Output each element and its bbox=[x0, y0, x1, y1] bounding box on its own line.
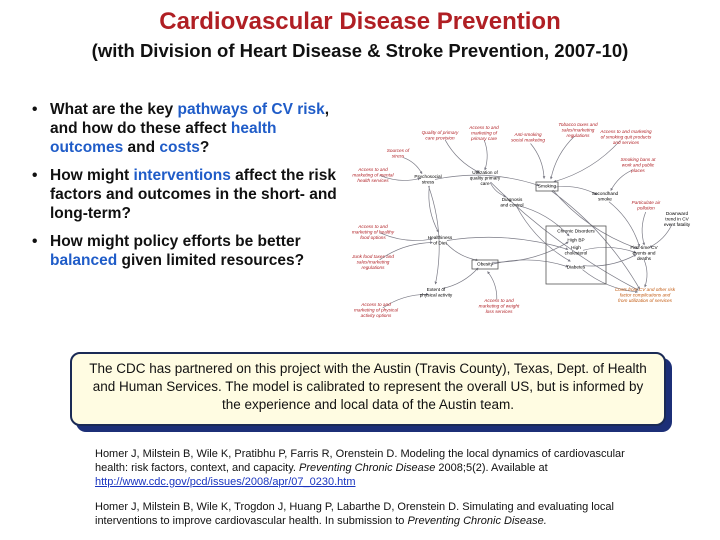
bullet-text: How might policy efforts be better bbox=[50, 233, 301, 250]
node-obesity: Obesity bbox=[477, 261, 493, 267]
node-access-primary: Access to and marketing of primary care bbox=[469, 125, 499, 141]
causal-loop-diagram bbox=[340, 118, 710, 330]
causal-arrow bbox=[583, 255, 636, 266]
node-access-physical: Access to and marketing of physical activity options bbox=[353, 302, 399, 318]
bullet-text: How might bbox=[50, 167, 134, 184]
causal-arrow bbox=[551, 136, 575, 179]
bullet-highlight: health outcomes bbox=[50, 120, 277, 156]
reference-text: Homer J, Milstein B, Wile K, Pratibhu P, Farris R, Orenstein D. Modeling the local dynamics of cardiovascular health: risk factors, context, and capacity. bbox=[95, 448, 625, 474]
causal-arrow bbox=[442, 268, 478, 289]
node-smoking-bans: Smoking bans at work and public places bbox=[620, 157, 656, 173]
reference-2 bbox=[95, 500, 655, 528]
bullet-policy bbox=[30, 232, 345, 270]
node-sources-stress: Sources of stress bbox=[386, 147, 410, 159]
node-tobacco-tax: Tobacco taxes and sales/marketing regulations bbox=[558, 122, 598, 138]
causal-arrow bbox=[642, 212, 646, 245]
page-title: Cardiovascular Disease Prevention bbox=[159, 8, 561, 35]
causal-arrow bbox=[609, 202, 640, 247]
causal-arrow bbox=[554, 186, 597, 194]
bullet-text: What are the key bbox=[50, 101, 178, 118]
bullet-pathways bbox=[30, 100, 345, 157]
node-chronic-title: Chronic Disorders bbox=[557, 228, 595, 234]
reference-link[interactable]: http://www.cdc.gov/pcd/issues/2008/apr/07_0230.htm bbox=[95, 476, 356, 488]
causal-arrow bbox=[583, 247, 636, 252]
reference-1 bbox=[95, 447, 655, 489]
partnership-callout: The CDC has partnered on this project with the Austin (Travis County), Texas, Dept. of Health and Human Services. The model is calibrated to represent the overall US, but is informed by the experience and local data of the Austin team. bbox=[70, 352, 666, 426]
bullet-interventions bbox=[30, 166, 345, 223]
node-anti-smoking: Anti-smoking social marketing bbox=[511, 131, 545, 143]
diagram-nodes bbox=[351, 122, 691, 318]
journal-name: Preventing Chronic Disease bbox=[299, 462, 436, 474]
bullet-highlight: costs bbox=[159, 139, 200, 156]
node-particulate: Particulate air pollution bbox=[631, 199, 661, 211]
node-high-chol: High cholesterol bbox=[564, 244, 588, 256]
causal-arrow bbox=[644, 260, 647, 287]
page-subtitle: (with Division of Heart Disease & Stroke Prevention, 2007-10) bbox=[91, 40, 629, 61]
causal-arrow bbox=[552, 191, 640, 289]
causal-arrow bbox=[484, 140, 487, 170]
causal-arrow bbox=[403, 158, 422, 174]
node-quit-products: Access to and marketing of smoking quit products and services bbox=[600, 129, 652, 145]
question-list bbox=[30, 100, 345, 279]
node-high-bp: High BP bbox=[567, 237, 585, 243]
causal-arrow bbox=[445, 140, 479, 173]
bullet-text: ? bbox=[199, 139, 210, 156]
bullet-text: and bbox=[123, 139, 160, 156]
node-access-weight: Access to and marketing of weight loss services bbox=[478, 298, 520, 314]
node-diabetes: Diabetes bbox=[566, 264, 586, 270]
node-costs: Costs from CV and other risk factor complications and from utilization of services bbox=[614, 287, 676, 303]
causal-arrow bbox=[446, 243, 478, 260]
causal-arrow bbox=[492, 242, 568, 262]
node-utilization: Utilization of quality primary care bbox=[469, 170, 501, 186]
bullet-text: , and how do these affect bbox=[50, 101, 330, 137]
reference-text: Homer J, Milstein B, Wile K, Trogdon J, Huang P, Labarthe D, Orenstein D. Simulating and evaluating local interventions to improve cardiovascular health. In submission to bbox=[95, 501, 614, 527]
bullet-highlight: interventions bbox=[133, 167, 231, 184]
reference-text: 2008;5(2). Available at bbox=[435, 462, 548, 474]
causal-arrow bbox=[650, 224, 673, 247]
bullet-text: given limited resources? bbox=[117, 252, 305, 269]
node-physical: Extent of physical activity bbox=[419, 286, 453, 298]
node-diagnosis: Diagnosis and control bbox=[500, 196, 524, 208]
causal-arrow bbox=[488, 272, 497, 300]
node-downward: Downward trend in CV event fatality bbox=[663, 211, 691, 227]
node-junk-food: Junk food taxes and sales/marketing regulations bbox=[352, 254, 394, 270]
causal-arrow bbox=[531, 144, 545, 179]
node-smoking: Smoking bbox=[537, 183, 557, 189]
causal-arrow bbox=[517, 207, 570, 261]
node-healthiness: Healthiness of Diet bbox=[427, 234, 453, 246]
causal-arrow bbox=[492, 260, 568, 267]
node-access-mental: Access to and marketing of mental health services bbox=[352, 167, 394, 183]
journal-name: Preventing Chronic Disease. bbox=[407, 515, 547, 527]
bullet-highlight: pathways of CV risk bbox=[177, 101, 325, 118]
causal-arrow bbox=[429, 186, 439, 232]
node-access-food: Access to and marketing of healthy food options bbox=[351, 224, 395, 240]
causal-arrow bbox=[554, 141, 620, 182]
causal-arrow bbox=[611, 170, 633, 191]
node-secondhand: Secondhand smoke bbox=[591, 190, 619, 202]
node-quality: Quality of primary care provision bbox=[421, 129, 459, 141]
node-first-time: First-time CV events and deaths bbox=[630, 245, 658, 261]
node-psychosocial: Psychosocial stress bbox=[414, 173, 442, 185]
causal-arrow bbox=[553, 190, 638, 248]
bullet-highlight: balanced bbox=[50, 252, 118, 269]
bullet-text: affect the risk factors and outcomes in the short- and long-term? bbox=[50, 167, 337, 222]
